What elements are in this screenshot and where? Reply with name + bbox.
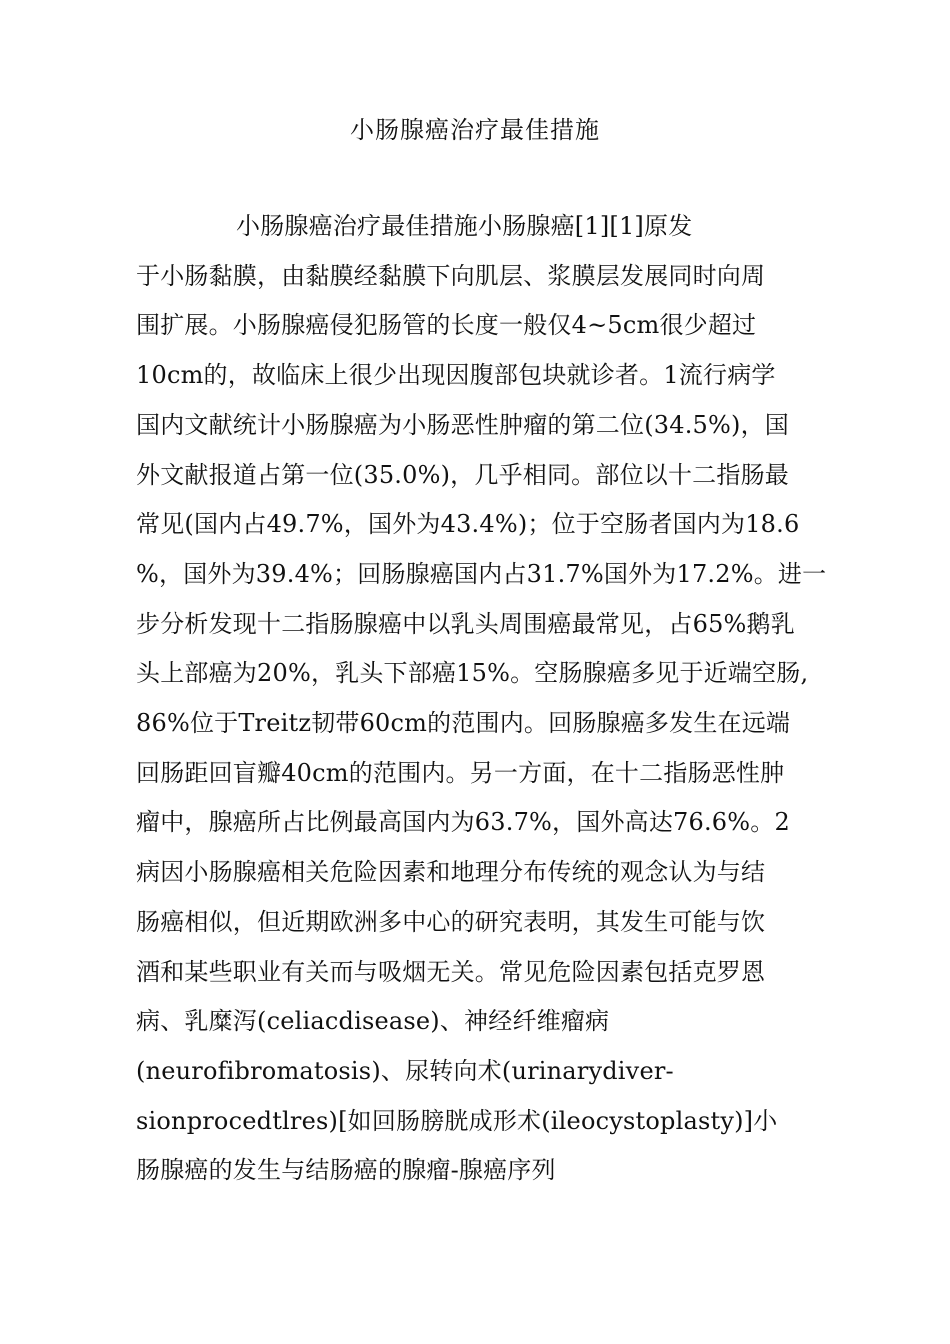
document-title: 小肠腺癌治疗最佳措施	[350, 116, 600, 144]
body-line: 头上部癌为20%，乳头下部癌15%。空肠腺癌多见于近端空肠,	[136, 659, 809, 688]
body-line: 瘤中，腺癌所占比例最高国内为63.7%，国外高达76.6%。2	[136, 808, 790, 837]
body-line: %，国外为39.4%；回肠腺癌国内占31.7%国外为17.2%。进一	[136, 559, 827, 588]
body-line: 酒和某些职业有关而与吸烟无关。常见危险因素包括克罗恩	[136, 957, 766, 986]
body-line: 围扩展。小肠腺癌侵犯肠管的长度一般仅4~5cm很少超过	[136, 311, 757, 340]
body-line: 肠腺癌的发生与结肠癌的腺瘤-腺癌序列	[136, 1156, 556, 1185]
body-line: 10cm的，故临床上很少出现因腹部包块就诊者。1流行病学	[136, 361, 776, 390]
body-line: 病因小肠腺癌相关危险因素和地理分布传统的观念认为与结	[136, 858, 766, 887]
body-line: 常见(国内占49.7%，国外为43.4%)；位于空肠者国内为18.6	[136, 510, 800, 539]
body-line: 病、乳糜泻(celiacdisease)、神经纤维瘤病	[136, 1007, 610, 1036]
body-line: 外文献报道占第一位(35.0%)，几乎相同。部位以十二指肠最	[136, 460, 789, 489]
body-line: 小肠腺癌治疗最佳措施小肠腺癌[1][1]原发	[236, 212, 693, 240]
document-body	[136, 202, 826, 1196]
body-line: 肠癌相似，但近期欧洲多中心的研究表明，其发生可能与饮	[136, 907, 766, 936]
body-line: (neurofibromatosis)、尿转向术(urinarydiver-	[136, 1056, 674, 1085]
body-line: 国内文献统计小肠腺癌为小肠恶性肿瘤的第二位(34.5%)，国	[136, 410, 789, 439]
body-line: 回肠距回盲瓣40cm的范围内。另一方面，在十二指肠恶性肿	[136, 758, 785, 787]
body-line: 于小肠黏膜，由黏膜经黏膜下向肌层、浆膜层发展同时向周	[136, 261, 766, 290]
body-line: sionprocedtlres)[如回肠膀胱成形术(ileocystoplasty)]小	[136, 1106, 778, 1135]
body-line: 86%位于Treitz韧带60cm的范围内。回肠腺癌多发生在远端	[136, 709, 791, 738]
body-line: 步分析发现十二指肠腺癌中以乳头周围癌最常见，占65%鹅乳	[136, 609, 795, 638]
